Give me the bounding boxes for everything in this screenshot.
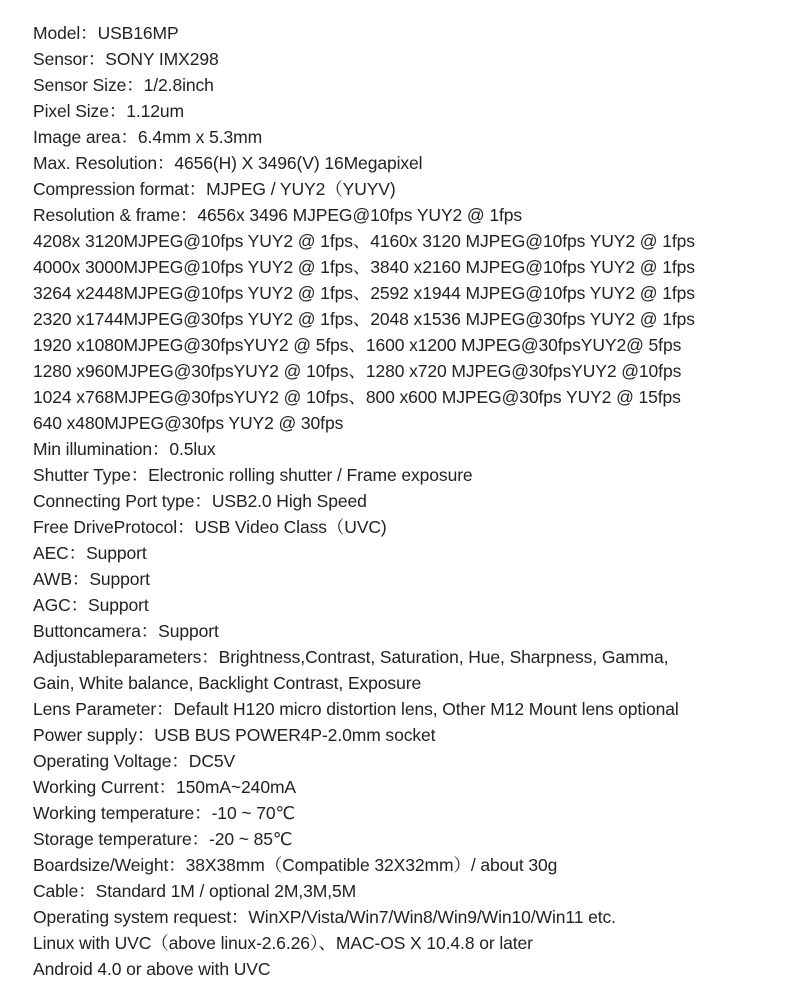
spec-connecting-port: Connecting Port type：USB2.0 High Speed (33, 491, 367, 511)
spec-aec: AEC：Support (33, 543, 147, 563)
spec-working-current: Working Current：150mA~240mA (33, 777, 296, 797)
spec-board-size-weight: Boardsize/Weight：38X38mm（Compatible 32X32mm）/ about 30g (33, 855, 558, 875)
spec-resolution-line: 4208x 3120MJPEG@10fps YUY2 @ 1fps、4160x 3120 MJPEG@10fps YUY2 @ 1fps (33, 231, 695, 251)
spec-lens-parameter: Lens Parameter：Default H120 micro distortion lens, Other M12 Mount lens optional (33, 699, 679, 719)
spec-sensor: Sensor：SONY IMX298 (33, 49, 219, 69)
spec-resolution-line: 1024 x768MJPEG@30fpsYUY2 @ 10fps、800 x600 MJPEG@30fps YUY2 @ 15fps (33, 387, 681, 407)
spec-adjustable-parameters-cont: Gain, White balance, Backlight Contrast, Exposure (33, 673, 422, 693)
spec-resolution-line: 2320 x1744MJPEG@30fps YUY2 @ 1fps、2048 x1536 MJPEG@30fps YUY2 @ 1fps (33, 309, 695, 329)
spec-resolution-line: 4000x 3000MJPEG@10fps YUY2 @ 1fps、3840 x2160 MJPEG@10fps YUY2 @ 1fps (33, 257, 695, 277)
spec-os-android: Android 4.0 or above with UVC (33, 959, 271, 979)
spec-sensor-size: Sensor Size：1/2.8inch (33, 75, 214, 95)
spec-cable: Cable：Standard 1M / optional 2M,3M,5M (33, 881, 357, 901)
spec-drive-protocol: Free DriveProtocol：USB Video Class（UVC) (33, 517, 387, 537)
spec-min-illumination: Min illumination：0.5lux (33, 439, 216, 459)
spec-os-request: Operating system request：WinXP/Vista/Win7/Win8/Win9/Win10/Win11 etc. (33, 907, 616, 927)
spec-compression-format: Compression format：MJPEG / YUY2（YUYV) (33, 179, 396, 199)
spec-resolution-line: 3264 x2448MJPEG@10fps YUY2 @ 1fps、2592 x1944 MJPEG@10fps YUY2 @ 1fps (33, 283, 695, 303)
spec-agc: AGC：Support (33, 595, 149, 615)
spec-adjustable-parameters: Adjustableparameters：Brightness,Contrast, Saturation, Hue, Sharpness, Gamma, (33, 647, 669, 667)
spec-resolution-line: 640 x480MJPEG@30fps YUY2 @ 30fps (33, 413, 344, 433)
spec-resolution-frame: Resolution & frame：4656x 3496 MJPEG@10fps YUY2 @ 1fps (33, 205, 523, 225)
spec-resolution-line: 1920 x1080MJPEG@30fpsYUY2 @ 5fps、1600 x1200 MJPEG@30fpsYUY2@ 5fps (33, 335, 682, 355)
spec-power-supply: Power supply：USB BUS POWER4P-2.0mm socket (33, 725, 436, 745)
spec-button-camera: Buttoncamera：Support (33, 621, 219, 641)
spec-max-resolution: Max. Resolution：4656(H) X 3496(V) 16Megapixel (33, 153, 423, 173)
spec-operating-voltage: Operating Voltage：DC5V (33, 751, 236, 771)
spec-os-linux-mac: Linux with UVC（above linux-2.6.26）、MAC-OS X 10.4.8 or later (33, 933, 533, 953)
spec-awb: AWB：Support (33, 569, 150, 589)
spec-image-area: Image area：6.4mm x 5.3mm (33, 127, 263, 147)
spec-storage-temperature: Storage temperature：-20 ~ 85℃ (33, 829, 293, 849)
spec-working-temperature: Working temperature：-10 ~ 70℃ (33, 803, 296, 823)
spec-model: Model：USB16MP (33, 23, 179, 43)
spec-list (33, 20, 793, 982)
spec-shutter-type: Shutter Type：Electronic rolling shutter / Frame exposure (33, 465, 473, 485)
spec-resolution-line: 1280 x960MJPEG@30fpsYUY2 @ 10fps、1280 x720 MJPEG@30fpsYUY2 @10fps (33, 361, 682, 381)
spec-pixel-size: Pixel Size：1.12um (33, 101, 185, 121)
